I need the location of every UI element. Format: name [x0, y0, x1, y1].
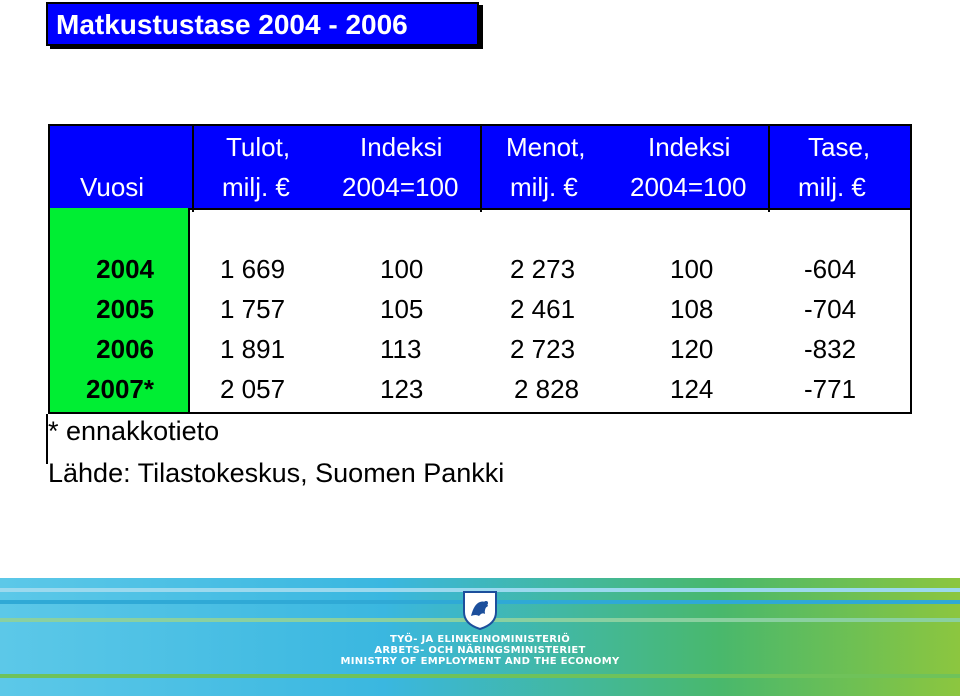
- header-divider: [192, 126, 194, 212]
- header-expenses-unit: milj. €: [510, 172, 578, 202]
- year-cell: 2004: [96, 254, 154, 284]
- ministry-name-fi: TYÖ- JA ELINKEINOMINISTERIÖ: [389, 634, 571, 645]
- index2-cell: 100: [670, 254, 714, 284]
- header-balance-unit: milj. €: [798, 172, 866, 202]
- expenses-cell: 2 461: [510, 294, 576, 324]
- year-cell: 2005: [96, 294, 154, 324]
- ministry-name-en: MINISTRY OF EMPLOYMENT AND THE ECONOMY: [340, 656, 620, 667]
- header-income-unit: milj. €: [222, 172, 290, 202]
- header-index-1: Indeksi: [360, 132, 443, 162]
- expenses-cell: 2 723: [510, 334, 576, 364]
- header-index-1-base: 2004=100: [342, 172, 459, 202]
- header-index-2-base: 2004=100: [630, 172, 747, 202]
- year-cell: 2007*: [86, 374, 154, 404]
- lion-crest-icon: [462, 590, 498, 630]
- header-index-2: Indeksi: [648, 132, 731, 162]
- slide-title: Matkustustase 2004 - 2006: [46, 2, 479, 46]
- index1-cell: 100: [380, 254, 424, 284]
- balance-cell: -771: [804, 374, 857, 404]
- header-balance: Tase,: [808, 132, 871, 162]
- table-row: [48, 294, 912, 334]
- index2-cell: 108: [670, 294, 714, 324]
- expenses-cell: 2 273: [510, 254, 576, 284]
- index2-cell: 124: [670, 374, 714, 404]
- balance-cell: -704: [804, 294, 857, 324]
- ministry-name-sv: ARBETS- OCH NÄRINGSMINISTERIET: [374, 645, 586, 656]
- header-year: Vuosi: [80, 172, 145, 202]
- header-expenses: Menot,: [506, 132, 586, 162]
- footnote: * ennakkotieto: [48, 416, 220, 446]
- income-cell: 2 057: [220, 374, 286, 404]
- balance-cell: -832: [804, 334, 857, 364]
- index1-cell: 123: [380, 374, 424, 404]
- balance-cell: -604: [804, 254, 857, 284]
- year-cell: 2006: [96, 334, 154, 364]
- income-cell: 1 669: [220, 254, 286, 284]
- table-header: [48, 124, 912, 210]
- table-row: [48, 254, 912, 294]
- income-cell: 1 891: [220, 334, 286, 364]
- footer-stripe: [0, 674, 960, 678]
- index1-cell: 113: [380, 334, 422, 364]
- source-note: Lähde: Tilastokeskus, Suomen Pankki: [48, 458, 505, 488]
- header-divider: [480, 126, 482, 212]
- income-cell: 1 757: [220, 294, 286, 324]
- expenses-cell: 2 828: [514, 374, 580, 404]
- table-row: [48, 374, 912, 414]
- index1-cell: 105: [380, 294, 424, 324]
- index2-cell: 120: [670, 334, 714, 364]
- header-income: Tulot,: [226, 132, 291, 162]
- header-divider: [768, 126, 770, 212]
- table-row: [48, 334, 912, 374]
